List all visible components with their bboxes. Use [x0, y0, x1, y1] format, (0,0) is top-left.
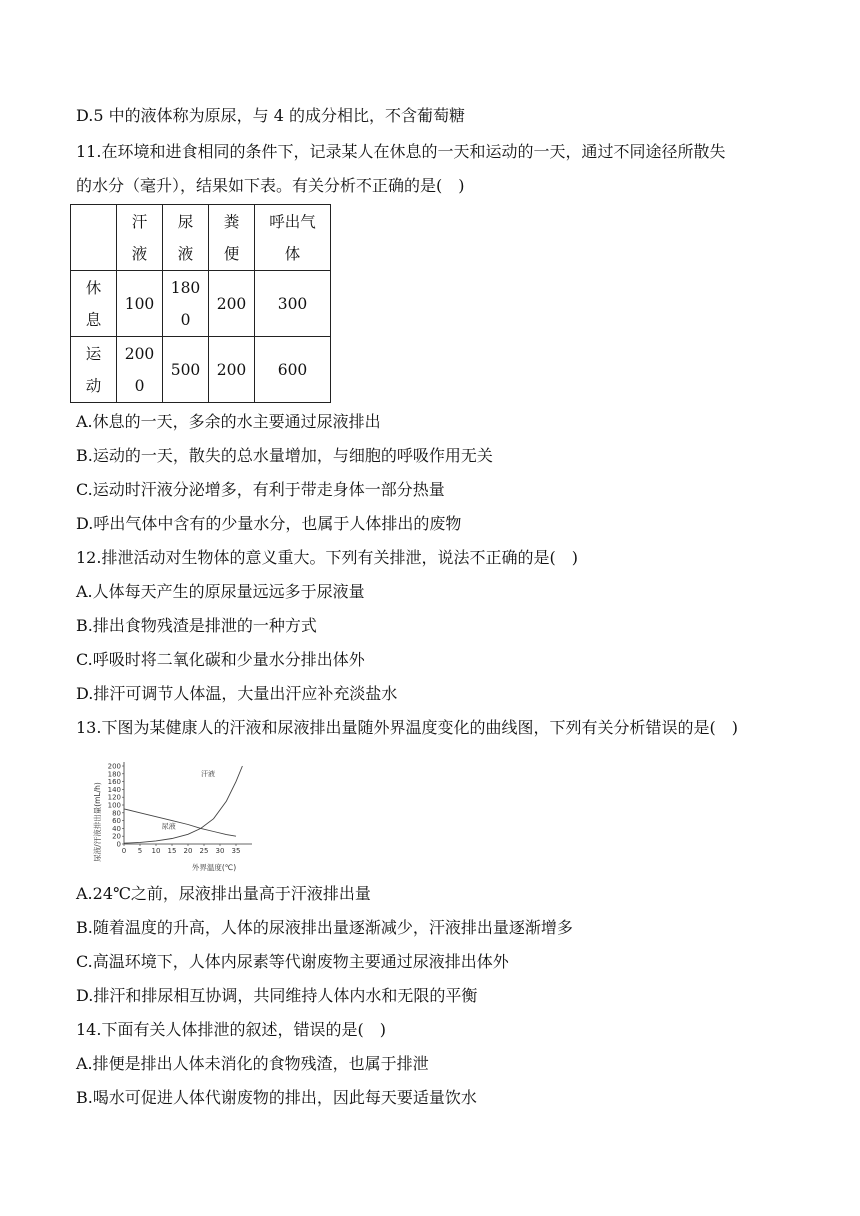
q13-option-d: D.排汗和排尿相互协调，共同维持人体内水和无限的平衡: [76, 986, 478, 1005]
x-tick-label: 25: [199, 847, 209, 855]
table-header-cell: [255, 205, 331, 271]
table-cell: 200: [209, 337, 255, 403]
y-tick-label: 40: [112, 824, 121, 833]
q11-option-d: D.呼出气体中含有的少量水分，也属于人体排出的废物: [76, 514, 462, 533]
water-loss-table: [70, 204, 331, 403]
x-tick-label: 15: [167, 847, 177, 855]
q12-option-d: D.排汗可调节人体温，大量出汗应补充淡盐水: [76, 684, 398, 703]
y-tick-label: 20: [112, 832, 121, 841]
q11-option-b: B.运动的一天，散失的总水量增加，与细胞的呼吸作用无关: [76, 446, 493, 465]
q14-stem: 14.下面有关人体排泄的叙述，错误的是( ): [76, 1020, 386, 1039]
x-tick-label: 5: [137, 847, 143, 855]
chart-axes: [108, 762, 252, 855]
y-tick-label: 0: [116, 840, 121, 849]
table-header-cell: [117, 205, 163, 271]
q11-option-c: C.运动时汗液分泌增多，有利于带走身体一部分热量: [76, 480, 445, 499]
table-cell: 300: [255, 271, 331, 337]
table-cell: 200: [209, 271, 255, 337]
x-tick-label: 30: [215, 847, 225, 855]
table-row: [71, 271, 331, 337]
table-header-row: [71, 205, 331, 271]
sweat-urine-chart: [84, 752, 264, 876]
q10-option-d: D.5 中的液体称为原尿，与 4 的成分相比，不含葡萄糖: [76, 106, 465, 125]
table-header-cell: [71, 205, 117, 271]
series-label-sweat: 汗液: [201, 769, 215, 778]
chart-y-label: 尿液/汗液排出量(mL/h): [93, 782, 102, 862]
y-tick-label: 60: [112, 817, 121, 826]
q12-option-a: A.人体每天产生的原尿量远远多于尿液量: [76, 582, 365, 601]
q14-option-a: A.排便是排出人体未消化的食物残渣，也属于排泄: [76, 1054, 429, 1073]
q13-option-b: B.随着温度的升高，人体的尿液排出量逐渐减少，汗液排出量逐渐增多: [76, 918, 573, 937]
table-row: [71, 337, 331, 403]
table-header-cell: [209, 205, 255, 271]
q13-option-c: C.高温环境下，人体内尿素等代谢废物主要通过尿液排出体外: [76, 952, 509, 971]
q11-option-a: A.休息的一天，多余的水主要通过尿液排出: [76, 412, 381, 431]
table-cell: 1800: [163, 271, 209, 337]
row-label-exercise: 运动: [71, 337, 117, 403]
series-label-urine: 尿液: [161, 822, 176, 831]
q11-stem-line-2: 的水分（毫升），结果如下表。有关分析不正确的是( ): [76, 176, 465, 195]
header-urine: 尿液: [177, 212, 194, 263]
y-tick-label: 180: [107, 770, 121, 779]
q12-option-c: C.呼吸时将二氧化碳和少量水分排出体外: [76, 650, 365, 669]
y-tick-label: 80: [112, 809, 121, 818]
q14-option-b: B.喝水可促进人体代谢废物的排出，因此每天要适量饮水: [76, 1088, 477, 1107]
x-tick-label: 20: [183, 847, 193, 855]
row-label-rest: 休息: [71, 271, 117, 337]
q12-stem: 12.排泄活动对生物体的意义重大。下列有关排泄，说法不正确的是( ): [76, 548, 578, 567]
table-cell: 500: [163, 337, 209, 403]
series-line-urine: [124, 809, 236, 836]
y-tick-label: 100: [107, 801, 121, 810]
q11-stem-line-1: 11.在环境和进食相同的条件下，记录某人在休息的一天和运动的一天，通过不同途径所散失: [76, 142, 726, 161]
header-sweat: 汗液: [131, 212, 148, 263]
y-tick-label: 120: [107, 793, 121, 802]
series-line-sweat: [124, 766, 242, 843]
y-tick-label: 200: [107, 762, 121, 771]
header-feces: 粪便: [223, 212, 240, 263]
x-tick-label: 35: [231, 847, 241, 855]
chart-x-label: 外界温度(℃): [191, 863, 237, 872]
q12-option-b: B.排出食物残渣是排泄的一种方式: [76, 616, 317, 635]
table-cell: 100: [117, 271, 163, 337]
y-tick-label: 140: [107, 785, 121, 794]
x-tick-label: 0: [121, 847, 127, 855]
table-cell: 600: [255, 337, 331, 403]
q13-option-a: A.24℃之前，尿液排出量高于汗液排出量: [76, 884, 371, 903]
q13-stem: 13.下图为某健康人的汗液和尿液排出量随外界温度变化的曲线图，下列有关分析错误的是( ): [76, 718, 738, 737]
table-header-cell: [163, 205, 209, 271]
x-tick-label: 10: [151, 847, 161, 855]
y-tick-label: 160: [107, 778, 121, 787]
table-cell: 2000: [117, 337, 163, 403]
chart-series: [124, 766, 242, 843]
header-exhaled-gas: 呼出气体: [269, 212, 316, 263]
